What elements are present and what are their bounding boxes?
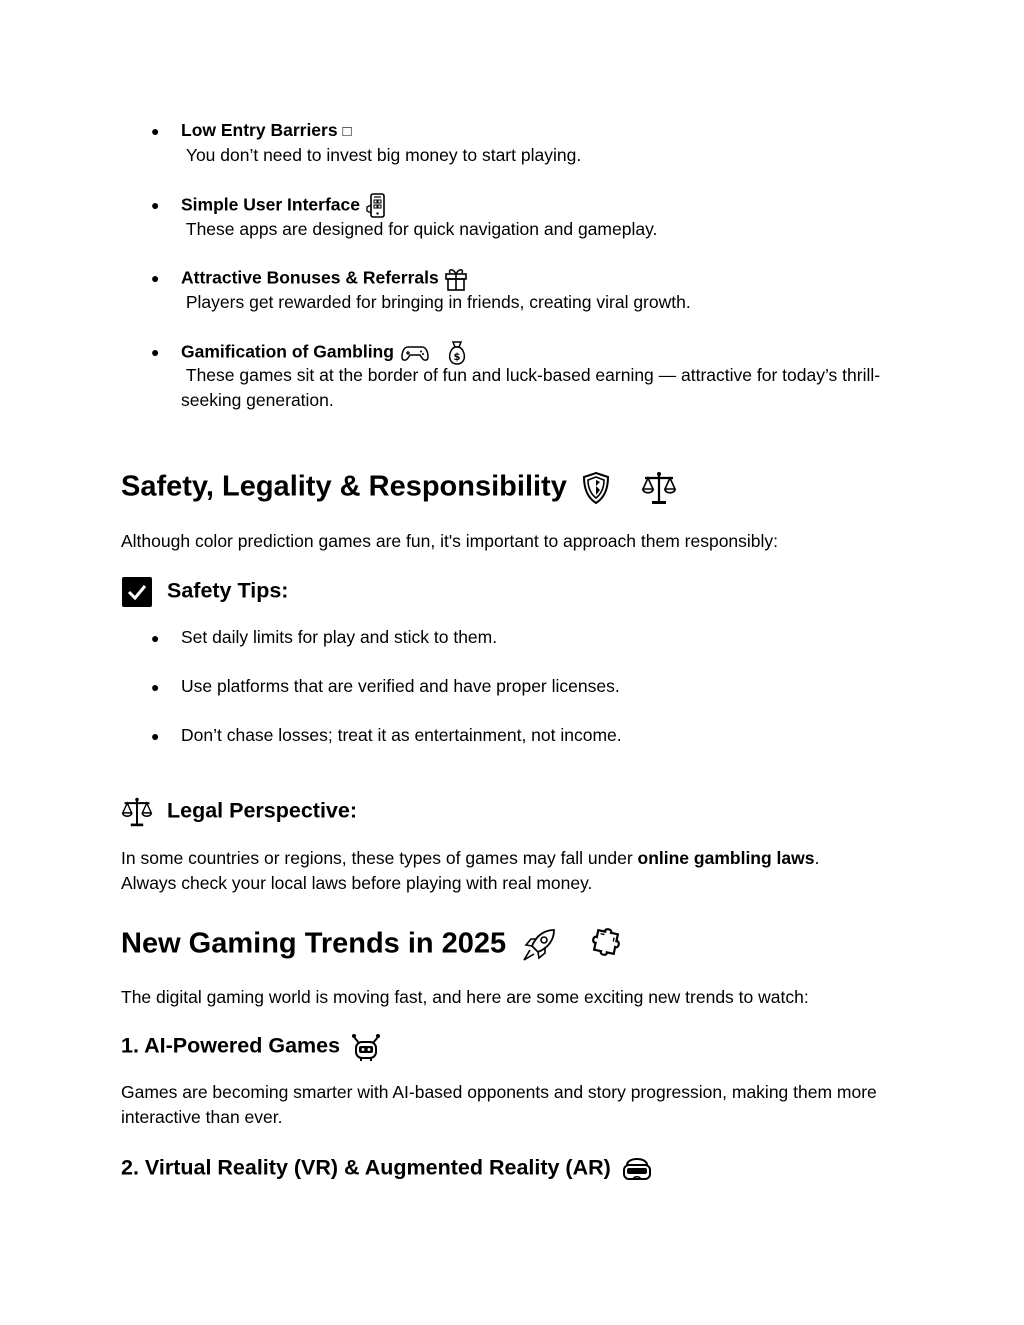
puzzle-piece-icon [588,926,626,964]
safety-tip-item: Use platforms that are verified and have proper licenses. [181,676,620,696]
bullet: ● [151,344,160,360]
missing-glyph-icon: □ [342,123,352,140]
trend-heading-vr-ar: 2. Virtual Reality (VR) & Augmented Reality (AR) [121,1153,653,1185]
robot-icon [350,1031,382,1063]
feature-title-low-entry [181,120,352,141]
rocket-icon [520,926,558,964]
feature-title-bonuses [181,266,468,292]
balance-scale-icon [641,470,677,506]
trends-intro: The digital gaming world is moving fast, and here are some exciting new trends to watch: [121,987,809,1007]
bullet: ● [151,197,160,213]
legal-paragraph: In some countries or regions, these types of games may fall under online gambling laws. Always check your local laws before playing with real money. [121,848,820,893]
safety-tip-item: Set daily limits for play and stick to them. [181,627,498,647]
balance-scale-icon [121,796,153,828]
feature-desc-simple-ui: These apps are designed for quick navigation and gameplay. [185,219,658,239]
shield-icon [581,471,611,505]
game-controller-icon [401,343,429,363]
trend-heading-ai: 1. AI-Powered Games [121,1031,382,1063]
legal-heading: Legal Perspective: [121,796,357,828]
feature-desc-bonuses: Players get rewarded for bringing in friends, creating viral growth. [185,292,691,312]
svg-text:$: $ [453,352,461,363]
section-heading-safety: Safety, Legality & Responsibility [121,470,677,506]
bullet: ● [151,270,160,286]
vr-headset-icon [621,1153,653,1185]
bullet: ● [151,630,160,646]
checkbox-checked-icon [121,576,153,608]
feature-title-text: Attractive Bonuses & Referrals [181,267,439,288]
feature-title-text: Simple User Interface [181,194,360,215]
bullet: ● [151,728,160,744]
feature-title-simple-ui [181,193,387,219]
feature-desc-gamification: These games sit at the border of fun and luck-based earning — attractive for today’s thrill-seeking generation. [181,365,881,410]
safety-intro: Although color prediction games are fun, it's important to approach them responsibly: [121,531,779,551]
mobile-phone-icon [365,193,387,219]
feature-title-text: Low Entry Barriers [181,120,338,140]
trend-desc-ai: Games are becoming smarter with AI-based opponents and story progression, making them more interactive than ever. [121,1082,877,1127]
section-heading-trends: New Gaming Trends in 2025 [121,926,626,964]
bullet: ● [151,679,160,695]
legal-emphasis: online gambling laws [637,848,815,868]
gift-icon [444,266,468,292]
bullet: ● [151,123,160,139]
feature-desc-low-entry: You don’t need to invest big money to start playing. [185,145,582,165]
feature-title-text: Gamification of Gambling [181,341,394,362]
safety-tips-heading: Safety Tips: [121,576,288,608]
safety-tip-item: Don’t chase losses; treat it as entertainment, not income. [181,725,622,745]
